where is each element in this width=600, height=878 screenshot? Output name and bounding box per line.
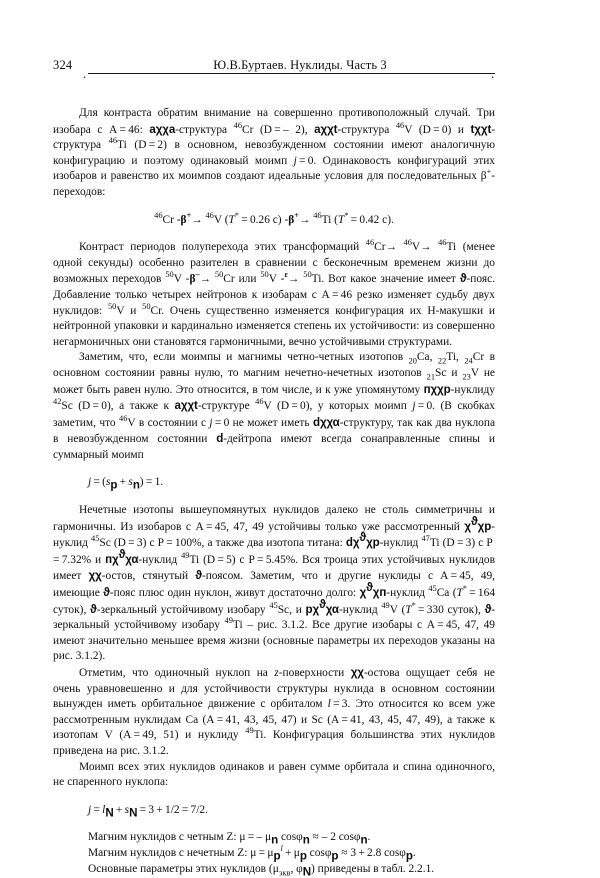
element-symbol: Cr bbox=[162, 213, 174, 226]
structure-notation: aχχt bbox=[174, 399, 198, 413]
text-run: (D = 0), у которых моимп bbox=[271, 400, 413, 413]
chi-chi-core: χχ bbox=[88, 569, 102, 583]
arrow-icon: → bbox=[420, 241, 439, 254]
text-run: Магним нуклидов с нечетным Z: bbox=[88, 846, 251, 859]
mass-number: 46 bbox=[233, 120, 243, 130]
element-symbol: Ti bbox=[311, 273, 322, 286]
mass-number: 50 bbox=[142, 301, 151, 311]
element-symbol: Ti bbox=[232, 619, 243, 632]
structure-notation: tχχt bbox=[470, 122, 492, 136]
text-run: -остов, стянутый bbox=[101, 570, 196, 583]
variable-j: j bbox=[209, 416, 213, 429]
atomic-number: 22 bbox=[437, 356, 447, 366]
structure-notation: пχχр bbox=[423, 382, 451, 396]
text-run: -нуклид bbox=[338, 603, 382, 616]
chi-chi-core: χχ bbox=[350, 666, 364, 679]
text-run: + bbox=[282, 846, 294, 859]
subscript-proton: p bbox=[299, 849, 307, 863]
variable-j: j bbox=[88, 803, 92, 816]
text-run: Нечетные изотопы вышеупомянутых нуклидов далеко не столь симметричны и гармоничны. Из изобаров с A = 45, 47, 49 устойчивы только уже рассмотренный bbox=[53, 504, 495, 533]
subscript-neutron: n bbox=[271, 833, 279, 847]
mass-number: 49 bbox=[181, 551, 190, 561]
subscript-proton: p bbox=[110, 478, 118, 492]
theta-superscript: ϑ bbox=[366, 581, 373, 595]
mu-symbol: μ bbox=[293, 846, 300, 859]
paragraph-halflife-contrast bbox=[53, 240, 495, 350]
mass-number: 50 bbox=[107, 301, 117, 311]
text-run: или bbox=[234, 273, 261, 286]
line-table-reference bbox=[53, 862, 495, 878]
text-run: + bbox=[117, 476, 129, 489]
theta-superscript: ϑ bbox=[470, 514, 478, 528]
paragraph-single-nucleon-orbital bbox=[53, 665, 495, 760]
text-run: -дейтропа имеют всегда сонаправленные спины и суммарный моимп bbox=[53, 433, 495, 461]
mass-number: 46 bbox=[313, 210, 322, 220]
element-symbol: V bbox=[470, 366, 479, 379]
structure-notation: χ bbox=[464, 519, 471, 533]
theta-symbol: ϑ bbox=[459, 272, 467, 286]
text-run: , bbox=[429, 351, 438, 364]
text-run: cosφ bbox=[278, 831, 303, 844]
text-run: -структура bbox=[337, 123, 396, 136]
text-run: Отметим, что одиночный нуклоп на bbox=[79, 667, 275, 679]
subscript-nucleon: N bbox=[105, 806, 114, 820]
mu-symbol: μ bbox=[265, 831, 272, 844]
mass-number: 46 bbox=[438, 238, 447, 248]
text-run: -нуклид bbox=[386, 587, 429, 600]
element-symbol: Ti bbox=[321, 213, 332, 226]
beta-symbol: β bbox=[180, 213, 187, 226]
structure-notation: χα bbox=[325, 602, 339, 616]
structure-notation: aχχa bbox=[149, 122, 176, 136]
arrow-icon: → bbox=[199, 273, 215, 286]
text-run: . Вот какое значение имеет bbox=[321, 273, 460, 286]
text-run: (D = 0), а также к bbox=[72, 400, 175, 413]
beta-charge: – bbox=[195, 270, 200, 280]
mass-number: 46 bbox=[395, 120, 405, 130]
text-run: не может быть равен нулю. Это относится, в том числе, и к уже упомянутому bbox=[53, 366, 495, 396]
text-run: -остова ощущает себя не очень уравновешенно и для устойчивости структуры нуклида в основном состоянии вынужден иметь орбитальное движение с орбиталом bbox=[53, 667, 495, 711]
element-symbol: Sc bbox=[435, 366, 447, 379]
mass-number: 46 bbox=[119, 413, 128, 423]
theta-symbol: ϑ bbox=[90, 602, 97, 616]
text-run: - bbox=[281, 213, 289, 226]
halflife-value: = 0.26 с) bbox=[238, 213, 282, 226]
halflife-value: = 164 суток), bbox=[53, 587, 496, 616]
text-run: ( bbox=[221, 213, 229, 226]
element-symbol: Cr bbox=[150, 304, 162, 317]
text-run: = 0. Одинаковость конфигураций этих изобаров и равенство их моимпов создают идеальные условия для последовательных β bbox=[53, 154, 495, 183]
element-symbol: Sc bbox=[99, 537, 111, 550]
variable-s: s bbox=[105, 476, 111, 489]
equation-spin-sum bbox=[53, 475, 495, 491]
equation-decay-chain bbox=[53, 210, 495, 229]
element-symbol: Ti bbox=[446, 241, 457, 254]
element-symbol: V bbox=[404, 123, 413, 136]
mass-number: 45 bbox=[269, 600, 278, 610]
text-run: , и bbox=[289, 603, 306, 616]
mass-number: 46 bbox=[108, 136, 118, 146]
arrow-icon: → bbox=[191, 213, 206, 226]
mass-number: 49 bbox=[245, 726, 254, 736]
mass-number: 46 bbox=[154, 210, 163, 220]
text-run: (D = 2) в основном, невозбужденном состоянии имеют аналогичную конфигурацию и поэтому одинаковый моимп bbox=[53, 139, 496, 167]
text-run: = – bbox=[245, 831, 266, 844]
variable-l: l bbox=[102, 803, 106, 816]
subscript-proton: p bbox=[331, 849, 339, 863]
text-run: - bbox=[181, 273, 190, 286]
beta-charge: + bbox=[186, 210, 192, 220]
text-run: . bbox=[412, 846, 416, 859]
mass-number: 45 bbox=[428, 584, 437, 594]
mass-number: 50 bbox=[303, 270, 312, 280]
subscript-proton: p bbox=[273, 849, 281, 863]
subscript-neutron: n bbox=[132, 478, 140, 492]
theta-superscript: ϑ bbox=[359, 531, 367, 545]
text-run: -нуклид bbox=[53, 520, 495, 550]
page-header bbox=[0, 58, 600, 84]
variable-s: s bbox=[124, 803, 130, 816]
paragraph-moments-parity bbox=[53, 350, 495, 463]
mass-number: 42 bbox=[53, 397, 62, 407]
element-symbol: V bbox=[389, 603, 398, 616]
text-run: Для контраста обратим внимание на совершенно противоположный случай. Три изобара с A = 46: bbox=[53, 107, 495, 136]
text-run: -структура bbox=[53, 123, 495, 152]
structure-notation: пχ bbox=[105, 552, 119, 566]
mass-number: 46 bbox=[365, 238, 375, 248]
text-run: -структура bbox=[175, 123, 234, 136]
text-run: . bbox=[367, 831, 371, 844]
halflife-value: = 0.42 с). bbox=[348, 213, 394, 226]
page-body bbox=[53, 106, 495, 877]
deutron-symbol: d bbox=[216, 432, 224, 446]
paragraph-contrast-intro bbox=[53, 106, 495, 201]
text-run: -пояс. Добавление только четырех нейтронов к изобарам с A = 46 резко изменяет судьбу двух нуклидов: bbox=[53, 273, 495, 317]
theta-symbol: ϑ bbox=[484, 602, 492, 616]
mu-symbol: μ bbox=[267, 846, 274, 859]
text-run: -нуклид bbox=[379, 537, 422, 550]
mass-number: 50 bbox=[214, 270, 224, 280]
text-run: = bbox=[91, 803, 103, 816]
element-symbol: V bbox=[268, 273, 277, 286]
text-run: и bbox=[124, 304, 143, 317]
beta-symbol: β bbox=[189, 273, 196, 286]
text-run: в состоянии с bbox=[135, 416, 210, 429]
subscript-equivalent: экв bbox=[278, 867, 291, 877]
structure-notation: χα bbox=[125, 552, 139, 566]
text-run: ( bbox=[397, 603, 406, 616]
variable-s: s bbox=[128, 476, 133, 489]
text-run: Основные параметры этих нуклидов ( bbox=[88, 862, 273, 875]
halflife-symbol: T bbox=[405, 603, 412, 616]
text-run: , bbox=[456, 351, 465, 364]
text-run: cosφ bbox=[306, 846, 332, 859]
variable-j: j bbox=[293, 154, 297, 167]
mass-number: 50 bbox=[165, 270, 174, 280]
mass-number: 46 bbox=[205, 210, 214, 220]
text-run: + bbox=[113, 803, 125, 816]
mass-number: 45 bbox=[91, 534, 100, 544]
text-run: (менее одной секунды) особенно разителен в сравнении с бесконечным временем жизни до возможных переходов bbox=[53, 241, 496, 286]
text-run: (D = 0) и bbox=[412, 123, 471, 136]
mass-number: 49 bbox=[224, 616, 233, 626]
element-symbol: V bbox=[127, 416, 136, 429]
text-run: . Конфигурация большинства этих нуклидов приведена на рис. 3.1.2. bbox=[53, 729, 495, 757]
element-symbol: Ca bbox=[416, 351, 430, 364]
structure-notation: dχχα bbox=[312, 415, 340, 429]
variable-j: j bbox=[88, 476, 92, 489]
arrow-icon: → bbox=[298, 213, 314, 226]
structure-notation: χ bbox=[359, 586, 367, 600]
atomic-number: 20 bbox=[408, 356, 417, 366]
text-run: = 3 + 1/2 = 7/2. bbox=[137, 803, 208, 816]
text-run: , φ bbox=[290, 862, 303, 875]
page-number: 324 bbox=[53, 58, 73, 72]
text-run: = 0 не может иметь bbox=[212, 416, 313, 429]
superscript-orbital: l bbox=[280, 844, 283, 854]
text-run: в основном состоянии равны нулю, то магним нечетно-нечетных изотопов bbox=[53, 351, 495, 379]
text-run: ( bbox=[449, 587, 457, 600]
theta-symbol: ϑ bbox=[103, 586, 110, 600]
text-run: (D = 5) с P = 5.45%. Вся троица этих устойчивых нуклидов имеет bbox=[53, 553, 495, 583]
halflife-symbol: T bbox=[456, 587, 463, 600]
element-symbol: V bbox=[411, 241, 421, 254]
structure-notation: χр bbox=[366, 536, 380, 550]
variable-j: j bbox=[412, 400, 416, 413]
mass-number: 46 bbox=[403, 238, 412, 248]
subscript-proton: p bbox=[405, 849, 413, 863]
text-run: - bbox=[173, 213, 181, 226]
header-dot-left: . bbox=[83, 67, 87, 81]
paragraph-moment-sum-intro bbox=[53, 760, 495, 791]
structure-notation: χп bbox=[372, 586, 387, 600]
arrow-icon: → bbox=[287, 273, 304, 286]
mass-number: 47 bbox=[421, 534, 430, 544]
variable-z: z bbox=[274, 667, 279, 679]
text-run: -зеркальный устойчивому изобару bbox=[53, 603, 496, 632]
mass-number: 50 bbox=[260, 270, 269, 280]
text-run: (D = 3) с P = 100%, а также два изотопа титана: bbox=[110, 537, 346, 550]
epsilon-symbol: ε bbox=[284, 270, 288, 280]
structure-notation: aχχt bbox=[314, 122, 338, 136]
text-run: -нуклиду bbox=[450, 383, 495, 396]
arrow-icon: → bbox=[385, 241, 404, 254]
element-symbol: Ti bbox=[117, 139, 127, 152]
text-run: (D = – 2), bbox=[253, 123, 315, 136]
subscript-nucleon: N bbox=[129, 806, 138, 820]
halflife-value: = 330 суток), bbox=[415, 603, 485, 616]
text-run: . Очень существенно изменяется конфигурация их Н-макушки и нейтронной упаковки и кардинально изменяется степень их устойчивости: из совершенно негармоничных они становятся гармоничными, вечно устойчивыми структурами. bbox=[53, 304, 495, 348]
subscript-neutron: n bbox=[360, 833, 368, 847]
text-run: – рис. 3.1.2. Все другие изобары с A = 45, 47, 49 имеют значительно меньшее время жизни (основные параметры их переходов указаны на рис. 3.1.2). bbox=[53, 619, 495, 663]
text-run: и bbox=[446, 366, 463, 379]
atomic-number: 23 bbox=[462, 372, 471, 382]
element-symbol: Cr bbox=[374, 241, 386, 254]
mu-symbol: μ bbox=[272, 862, 279, 875]
header-rule bbox=[88, 73, 495, 74]
text-run: -поясом. Заметим, что и другие нуклиды с A = 45, 49, имеющие bbox=[53, 570, 495, 600]
element-symbol: Ti bbox=[189, 553, 200, 566]
text-run: ) = 1. bbox=[139, 476, 164, 489]
element-symbol: Ca bbox=[436, 587, 450, 600]
halflife-symbol: T bbox=[337, 213, 345, 226]
beta-charge: + bbox=[294, 210, 299, 220]
structure-notation: рχ bbox=[305, 602, 320, 616]
text-run: ≈ – 2 cosφ bbox=[309, 831, 361, 844]
element-symbol: Sc bbox=[61, 400, 73, 413]
text-run: ≈ 3 + 2.8 cosφ bbox=[338, 846, 406, 859]
text-run: -переходов: bbox=[53, 170, 495, 198]
text-run: (D = 3) с P = 7.32% и bbox=[53, 537, 495, 566]
text-run: = 3. Это относится ко всем уже рассмотренным нуклидам Ca (A = 41, 43, 45, 47) и Sc (A = 41, 43, 45, 47, 49), а также к изотопам V (A = 49, 51) и нуклиду bbox=[53, 698, 495, 742]
theta-superscript: ϑ bbox=[118, 548, 126, 562]
text-run: -нуклид bbox=[138, 553, 182, 566]
text-run: = 0. (В скобках заметим, что bbox=[53, 400, 495, 429]
beta-charge: + bbox=[486, 167, 492, 177]
theta-superscript: ϑ bbox=[319, 597, 326, 611]
element-symbol: Cr bbox=[223, 273, 235, 286]
header-dot-right: . bbox=[491, 67, 495, 81]
mass-number: 49 bbox=[381, 600, 390, 610]
element-symbol: Ti bbox=[253, 729, 264, 742]
text-run: ( bbox=[331, 213, 338, 226]
atomic-number: 21 bbox=[426, 372, 436, 382]
theta-symbol: ϑ bbox=[195, 569, 202, 583]
halflife-symbol: T bbox=[228, 213, 235, 226]
element-symbol: Cr bbox=[242, 123, 254, 136]
element-symbol: V bbox=[116, 304, 125, 317]
text-run: - bbox=[276, 273, 285, 286]
element-symbol: Cr bbox=[472, 351, 485, 364]
variable-l: l bbox=[327, 698, 331, 711]
mass-number: 46 bbox=[255, 397, 264, 407]
text-run: = ( bbox=[91, 476, 106, 489]
beta-symbol: β bbox=[288, 213, 295, 226]
text-run: Контраст периодов полуперехода этих трансформаций bbox=[79, 241, 366, 254]
structure-notation: χр bbox=[477, 519, 492, 533]
atomic-number: 24 bbox=[464, 356, 473, 366]
text-run: -пояс плюс один нуклон, живут достаточно долго: bbox=[109, 587, 360, 600]
text-run: Заметим, что, если моимпы и магнимы четно-четных изотопов bbox=[79, 351, 409, 364]
mu-symbol: μ bbox=[239, 831, 246, 844]
subscript-neutron: n bbox=[302, 833, 310, 847]
text-run: Моимп всех этих нуклидов одинаков и равен сумме орбитала и спина одиночного, не спаренного нуклопа: bbox=[53, 760, 495, 789]
equation-total-moment bbox=[53, 803, 495, 819]
halflife-star: * bbox=[234, 210, 239, 220]
text-run: -поверхности bbox=[278, 667, 351, 679]
element-symbol: V bbox=[263, 400, 272, 413]
halflife-star: * bbox=[344, 210, 349, 220]
halflife-star: * bbox=[462, 584, 467, 594]
structure-notation: dχ bbox=[345, 536, 360, 550]
mu-symbol: μ bbox=[250, 846, 257, 859]
line-magnetic-moment-odd-z bbox=[53, 846, 495, 862]
halflife-star: * bbox=[411, 600, 416, 610]
text-run: ) приведены в табл. 2.2.1. bbox=[311, 862, 435, 875]
text-run: -структуру, так как два нуклопа в невозбужденном состоянии bbox=[53, 416, 495, 446]
line-magnetic-moment-even-z bbox=[53, 830, 495, 846]
paragraph-odd-isotopes bbox=[53, 503, 495, 665]
element-symbol: V bbox=[213, 213, 222, 226]
text-run: = bbox=[256, 846, 268, 859]
header-title: Ю.В.Буртаев. Нуклиды. Часть 3 bbox=[213, 58, 387, 72]
element-symbol: V bbox=[173, 273, 182, 286]
text-run: -структуре bbox=[197, 400, 256, 413]
text-run: Магним нуклидов с четным Z: bbox=[88, 831, 240, 844]
subscript-nucleon: N bbox=[302, 864, 311, 878]
text-run: -зеркальный устойчивому изобару bbox=[96, 603, 270, 616]
element-symbol: Sc bbox=[277, 603, 290, 616]
element-symbol: Ti bbox=[446, 351, 457, 364]
element-symbol: Ti bbox=[429, 537, 440, 550]
